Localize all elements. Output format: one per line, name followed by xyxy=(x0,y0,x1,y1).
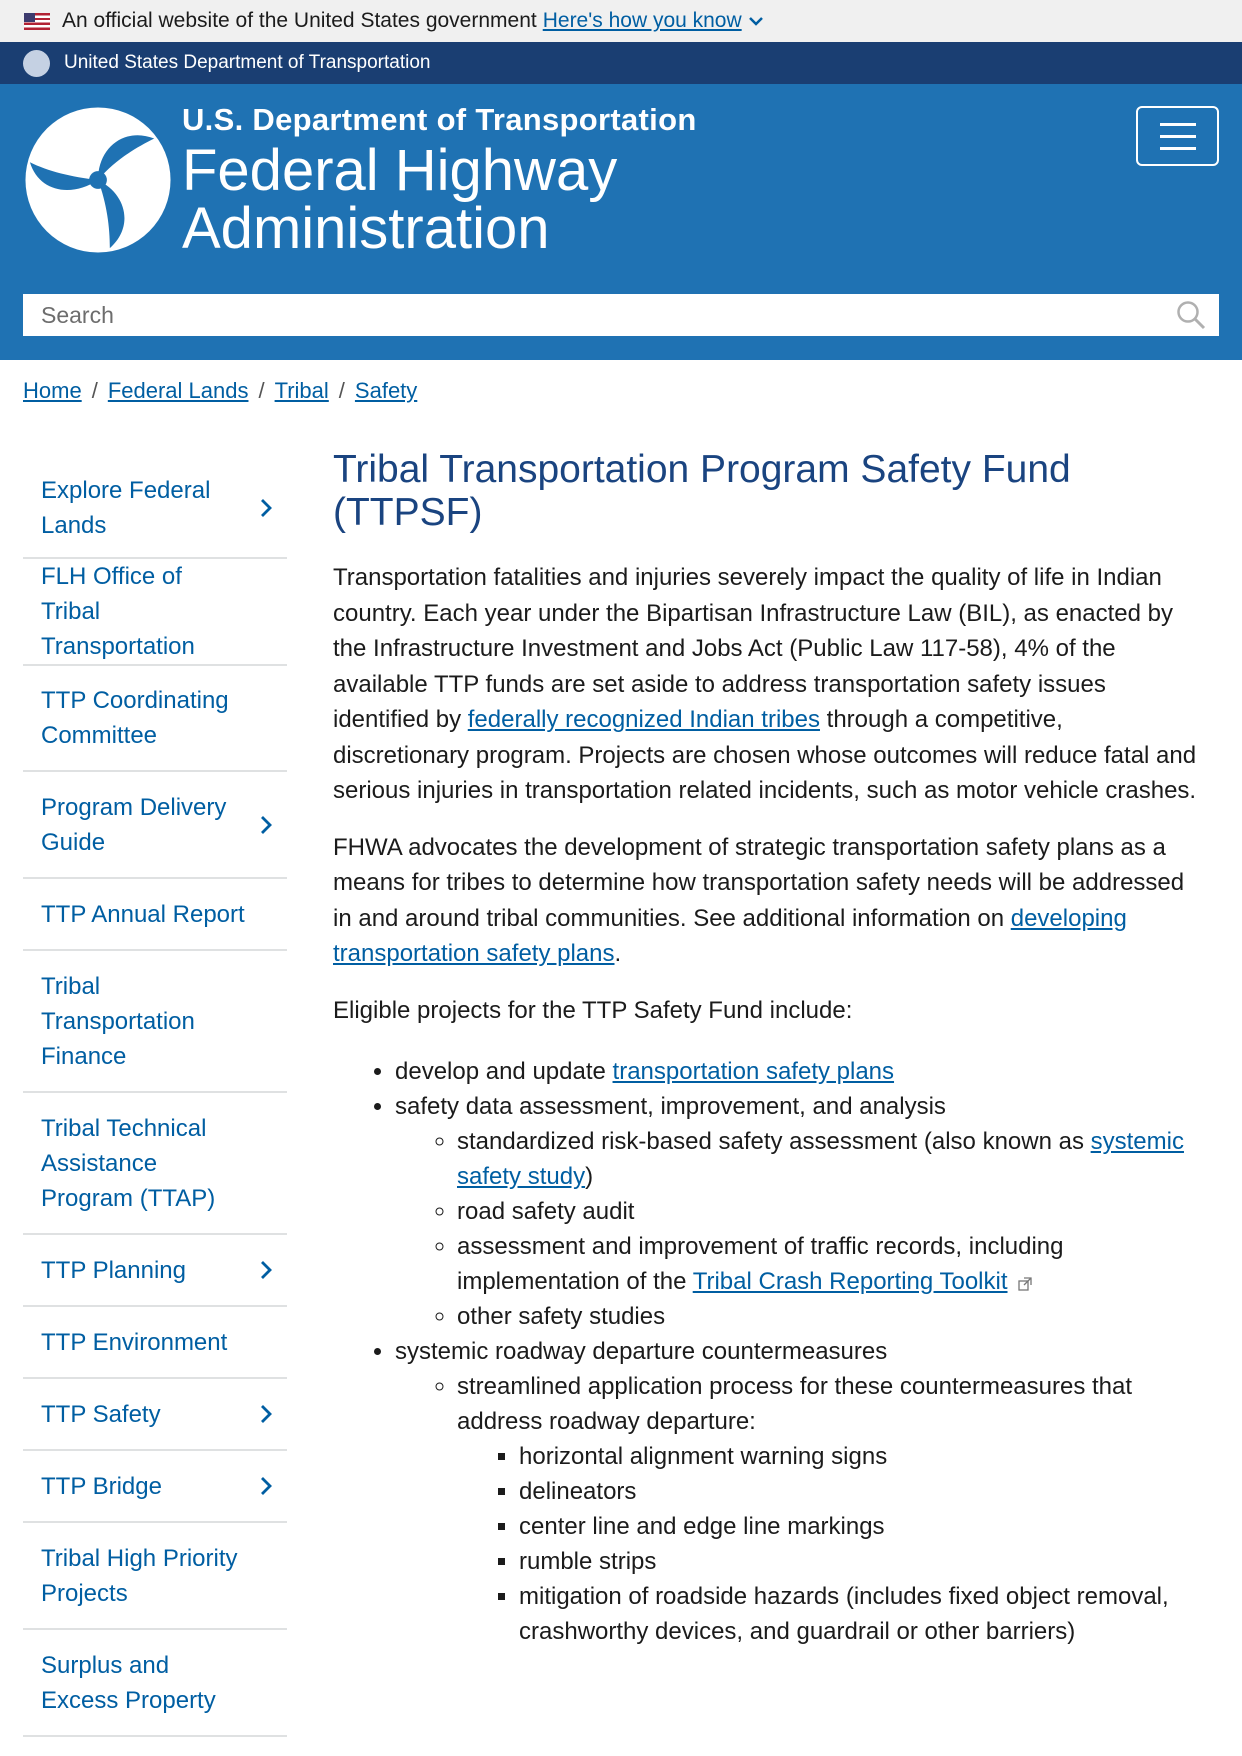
list-item-text: systemic roadway departure countermeasures xyxy=(395,1338,888,1365)
list-item: ▪ center line and edge line markings xyxy=(519,1509,1203,1544)
main-content xyxy=(333,448,1203,1649)
menu-button[interactable] xyxy=(1136,106,1219,166)
sublist xyxy=(395,1124,1203,1334)
sidebar-item-ttap[interactable] xyxy=(23,1093,287,1235)
us-flag-icon xyxy=(24,13,50,30)
list-item-text: assessment and improvement of traffic records, including implementation of the xyxy=(457,1233,1064,1295)
list-item xyxy=(457,1229,1203,1299)
breadcrumb-separator: / xyxy=(338,378,345,403)
chevron-right-icon[interactable] xyxy=(259,1259,273,1281)
logo-line-federal-highway: Federal Highway xyxy=(182,138,618,203)
list-item xyxy=(457,1194,1203,1229)
logo-line-administration: Administration xyxy=(182,196,550,261)
breadcrumb xyxy=(23,378,417,404)
page-title: Tribal Transportation Program Safety Fund (TTPSF) xyxy=(333,448,1071,534)
transportation-safety-plans-link[interactable]: transportation safety plans xyxy=(612,1058,895,1085)
chevron-right-icon[interactable] xyxy=(259,497,273,519)
list-item xyxy=(457,1299,1203,1334)
sidebar-item-ttp-safety[interactable] xyxy=(23,1379,287,1451)
gov-banner xyxy=(0,0,1242,42)
sidebar-item-label: TTP Bridge xyxy=(41,1472,162,1500)
sidebar-item-ttp-bridge[interactable] xyxy=(23,1451,287,1523)
sidebar-item-label: Tribal Transportation Finance xyxy=(41,972,195,1070)
eligible-projects-intro: Eligible projects for the TTP Safety Fund include: xyxy=(333,996,853,1024)
list-item: ▪ horizontal alignment warning signs xyxy=(519,1439,1203,1474)
dot-bar xyxy=(0,42,1242,84)
chevron-right-icon[interactable] xyxy=(259,814,273,836)
sidebar-item-label: Tribal High Priority Projects xyxy=(41,1544,238,1607)
list-item-text: ) xyxy=(585,1163,594,1190)
sidebar-item-label: Tribal Technical Assistance Program (TTAP) xyxy=(41,1114,216,1212)
chevron-right-icon[interactable] xyxy=(259,1403,273,1425)
list-item xyxy=(395,1334,1203,1649)
sidebar-item-surplus-excess-property[interactable] xyxy=(23,1630,287,1737)
tribal-crash-reporting-toolkit-link[interactable]: Tribal Crash Reporting Toolkit xyxy=(692,1268,1008,1295)
list-item-text: road safety audit xyxy=(457,1198,635,1225)
sidebar-item-ttp-planning[interactable] xyxy=(23,1235,287,1307)
list-item-text: develop and update xyxy=(395,1058,613,1085)
federally-recognized-tribes-link[interactable]: federally recognized Indian tribes xyxy=(467,706,820,733)
breadcrumb-safety[interactable]: Safety xyxy=(354,378,418,403)
sidebar-item-label: TTP Environment xyxy=(41,1328,228,1356)
sidebar-item-label: Explore Federal Lands xyxy=(41,476,211,539)
dot-bar-text: United States Department of Transportation xyxy=(64,52,431,73)
breadcrumb-home[interactable]: Home xyxy=(23,378,82,403)
intro-paragraph xyxy=(333,560,1203,809)
list-item xyxy=(457,1124,1203,1194)
list-item-text: safety data assessment, improvement, and analysis xyxy=(395,1093,946,1120)
logo-line-department: U.S. Department of Transportation xyxy=(182,102,697,137)
sidebar-item-label: TTP Coordinating Committee xyxy=(41,687,229,749)
sidebar-item-explore-federal-lands[interactable] xyxy=(23,458,287,559)
sidebar-item-tribal-high-priority-projects[interactable] xyxy=(23,1523,287,1630)
list-item: ▪ delineators xyxy=(519,1474,1203,1509)
advocacy-paragraph xyxy=(333,830,1203,972)
sidebar-item-program-delivery-guide[interactable] xyxy=(23,772,287,879)
list-item-text: standardized risk-based safety assessment (also known as xyxy=(457,1128,1091,1155)
sidebar-nav xyxy=(23,458,287,1737)
advocacy-text-b: . xyxy=(614,940,622,967)
countermeasures-list xyxy=(457,1439,1203,1649)
breadcrumb-separator: / xyxy=(91,378,98,403)
hamburger-icon-bar xyxy=(1160,147,1196,150)
sidebar-item-flh-office[interactable] xyxy=(23,559,287,666)
sidebar-item-label: Surplus and Excess Property xyxy=(41,1651,216,1714)
sidebar-item-label: TTP Safety xyxy=(41,1400,161,1428)
gov-banner-text: An official website of the United States government xyxy=(62,9,537,32)
site-logo-text[interactable] xyxy=(182,102,697,261)
search-icon[interactable] xyxy=(1175,299,1207,331)
hamburger-icon-bar xyxy=(1160,123,1196,126)
sidebar-item-label: Program Delivery Guide xyxy=(41,793,227,856)
safety-plans-link[interactable]: developing transportation safety plans xyxy=(333,904,1127,967)
fhwa-logo-icon[interactable] xyxy=(24,106,172,254)
site-header xyxy=(0,84,1242,360)
eligible-projects-list xyxy=(333,1054,1203,1649)
list-item: ▪ rumble strips xyxy=(519,1544,1203,1579)
advocacy-text-a: FHWA advocates the development of strategic transportation safety plans as a means for tribes to determine how transportation safety needs will be addressed in and around tribal communities. See additional information on xyxy=(333,833,1185,932)
search-input[interactable] xyxy=(23,294,1219,336)
sidebar-item-label: TTP Planning xyxy=(41,1256,186,1284)
external-link-icon xyxy=(1018,1277,1032,1291)
list-item-text: other safety studies xyxy=(457,1303,666,1330)
intro-text-b: through a competitive, discretionary program. Projects are chosen whose outcomes will reduce fatal and serious injuries in transportation related incidents, such as motor vehicle crashes. xyxy=(333,706,1197,804)
sidebar-item-label: FLH Office of Tribal Transportation xyxy=(41,563,195,660)
intro-text-a: Transportation fatalities and injuries severely impact the quality of life in Indian country. Each year under the Bipartisan Infrastructure Law (BIL), as enacted by the Infrastructure Investment and Jobs Act (Public Law 117-58), 4% of the available TTP funds are set aside to address transportation safety issues identified by xyxy=(333,564,1173,733)
sidebar-item-ttp-environment[interactable] xyxy=(23,1307,287,1379)
sublist xyxy=(395,1369,1203,1649)
sidebar-item-ttp-annual-report[interactable] xyxy=(23,879,287,951)
breadcrumb-separator: / xyxy=(258,378,265,403)
chevron-down-icon[interactable] xyxy=(748,9,764,33)
list-item xyxy=(457,1369,1203,1649)
dot-seal-icon xyxy=(23,50,50,77)
breadcrumb-tribal[interactable]: Tribal xyxy=(274,378,329,403)
sidebar-item-tribal-transportation-finance[interactable] xyxy=(23,951,287,1093)
list-item xyxy=(395,1089,1203,1334)
breadcrumb-federal-lands[interactable]: Federal Lands xyxy=(107,378,249,403)
list-item-text: streamlined application process for these countermeasures that address roadway departure: xyxy=(457,1373,1133,1435)
chevron-right-icon[interactable] xyxy=(259,1475,273,1497)
list-item xyxy=(395,1054,1203,1089)
sidebar-item-ttp-coordinating-committee[interactable] xyxy=(23,666,287,772)
systemic-safety-study-link[interactable]: systemic safety study xyxy=(457,1128,1184,1190)
list-item: ▪ mitigation of roadside hazards (includes fixed object removal, crashworthy devices, and guardrail or other barriers) xyxy=(519,1579,1203,1649)
search-bar xyxy=(23,294,1219,336)
how-you-know-link[interactable]: Here's how you know xyxy=(542,9,742,32)
sidebar-item-label: TTP Annual Report xyxy=(41,900,245,928)
hamburger-icon-bar xyxy=(1160,135,1196,138)
